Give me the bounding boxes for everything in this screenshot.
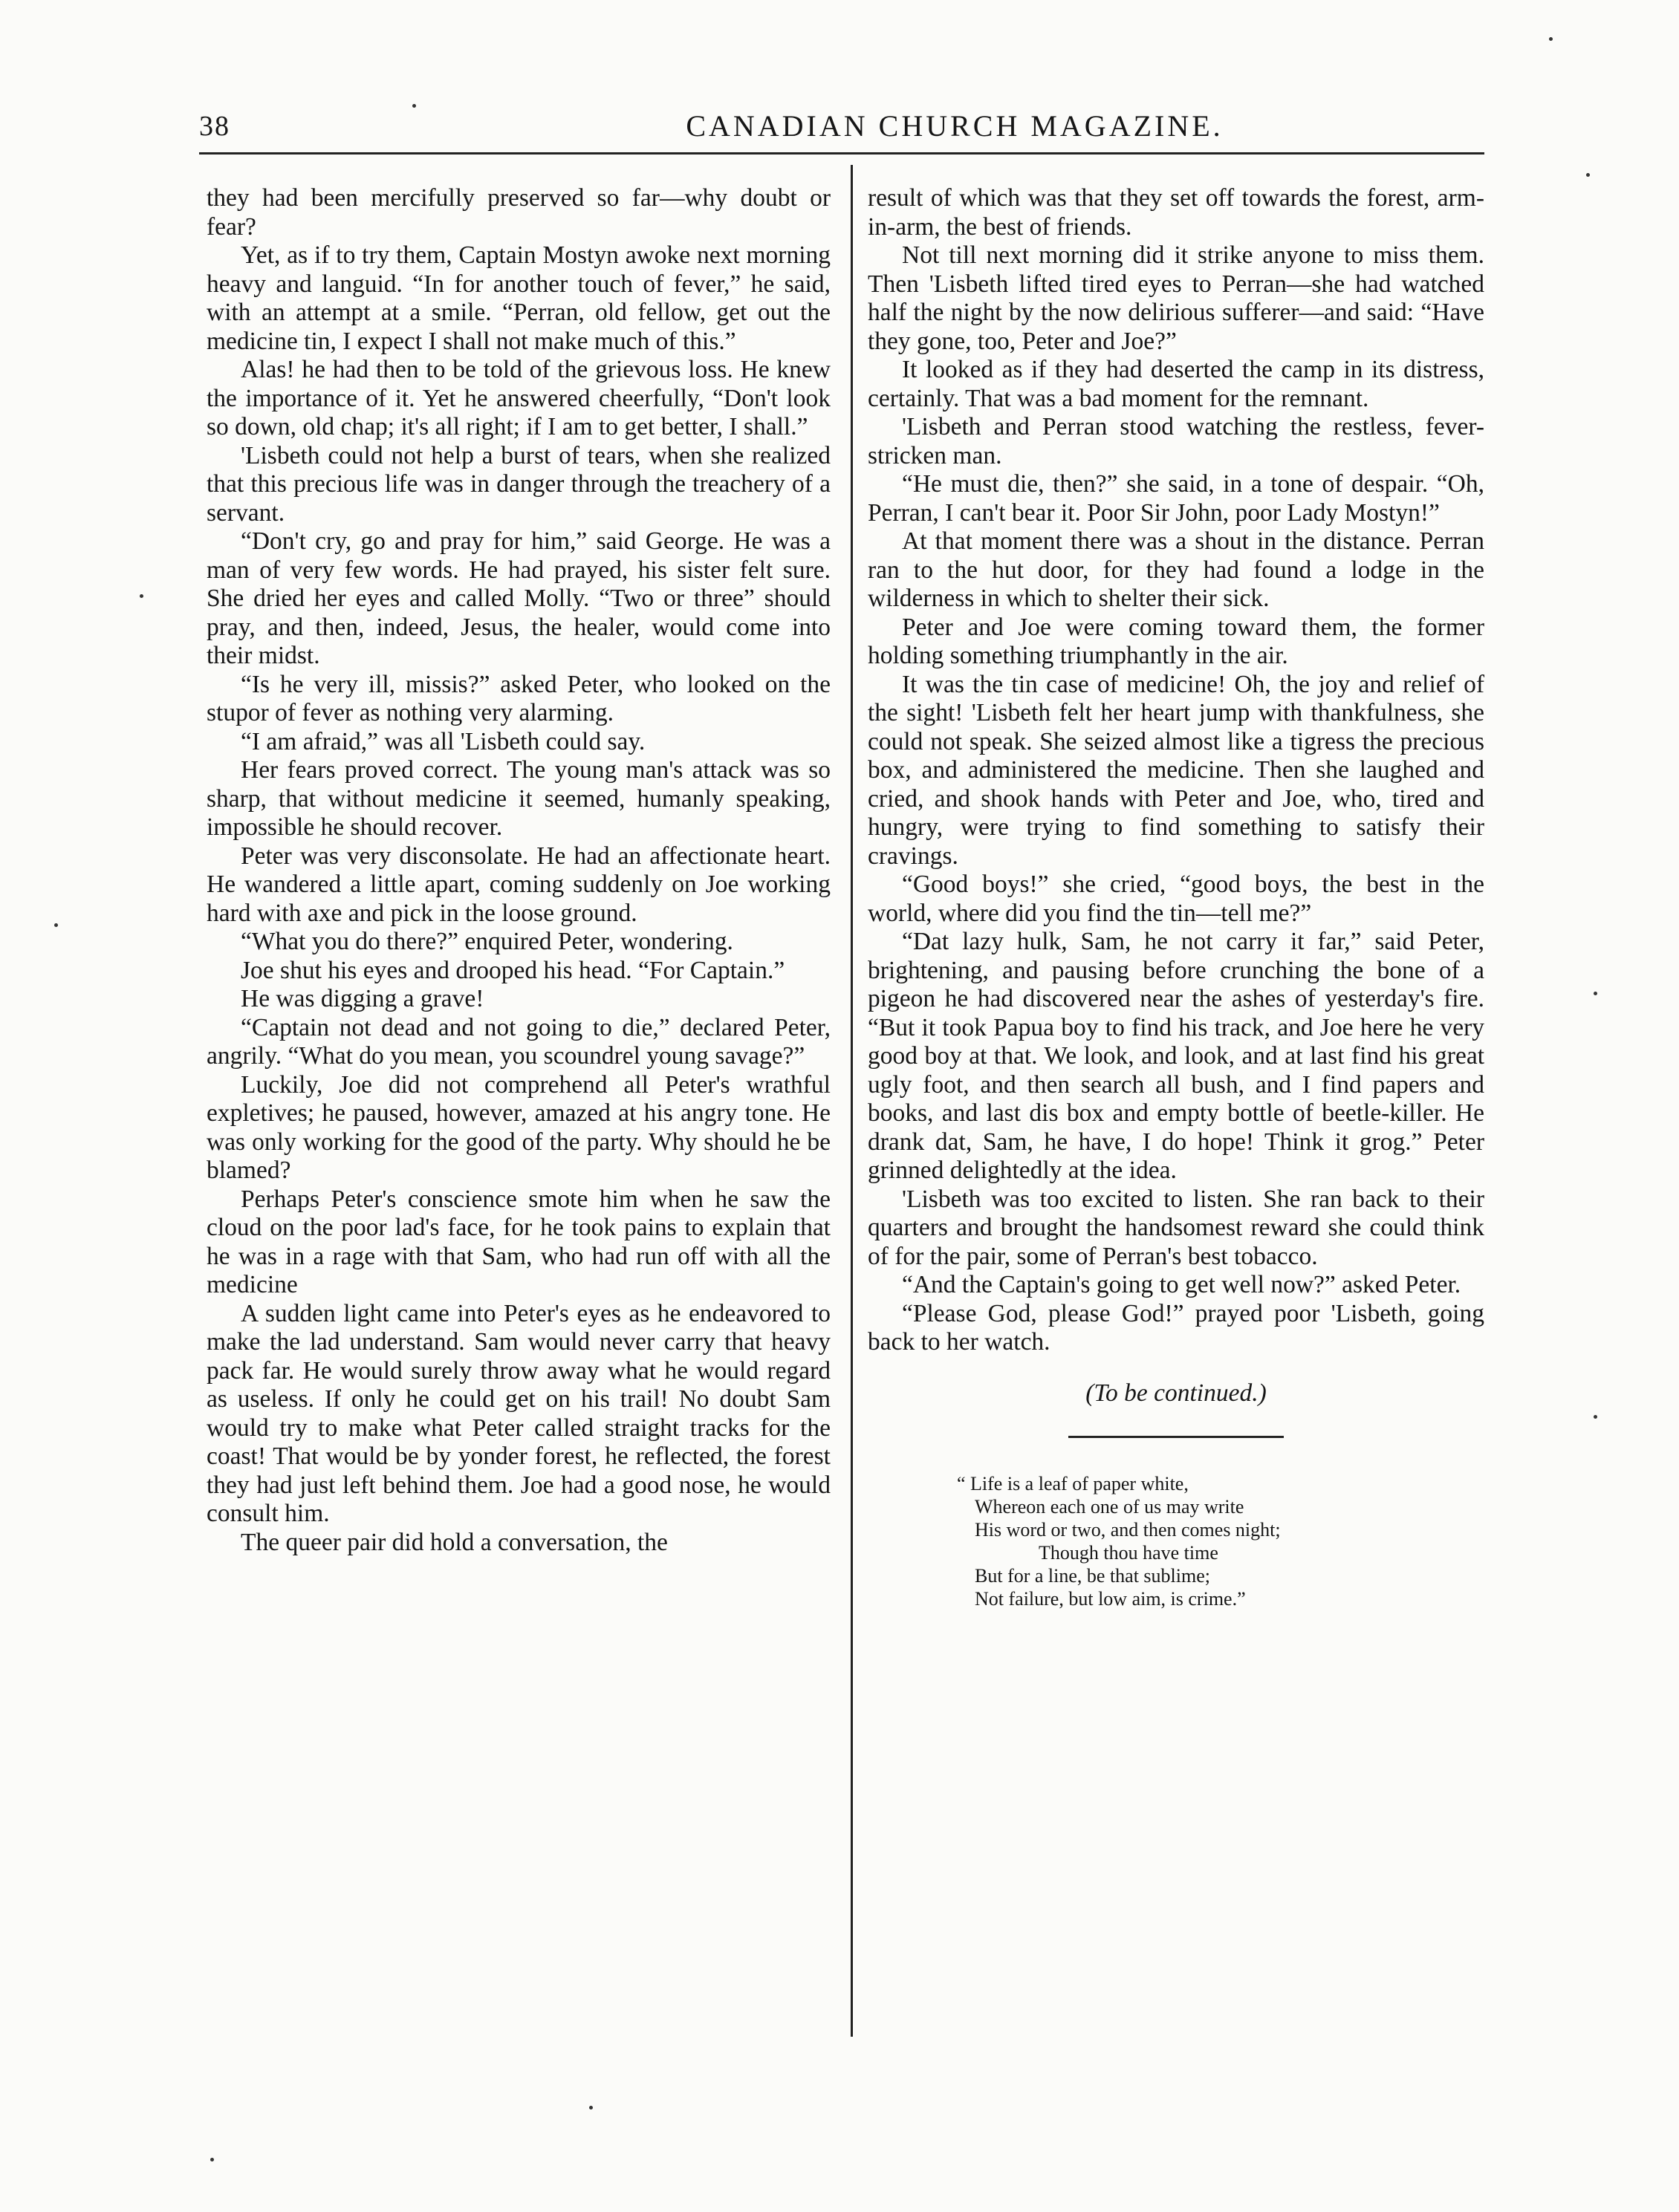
poem-quote bbox=[957, 1472, 1484, 1610]
paragraph: “I am afraid,” was all 'Lisbeth could say. bbox=[241, 727, 646, 755]
section-end-rule bbox=[1068, 1436, 1284, 1438]
paragraph: “And the Captain's going to get well now?” asked Peter. bbox=[902, 1271, 1461, 1298]
header-rule bbox=[199, 152, 1484, 154]
scan-speck bbox=[1549, 37, 1553, 41]
paragraph: It was the tin case of medicine! Oh, the joy and relief of the sight! 'Lisbeth felt her heart jump with thankfulness, she could not speak. She seized almost like a tigress the precious box, and administered the medicine. Then she laughed and cried, and shook hands with Peter and Joe, who, tired and hungry, were trying to find something to satisfy their cravings. bbox=[868, 670, 1484, 870]
paragraph: “Don't cry, go and pray for him,” said George. He was a man of very few words. He had prayed, his sister felt sure. She dried her eyes and called Molly. “Two or three” should pray, and then, indeed, Jesus, the healer, would come into their midst. bbox=[207, 527, 831, 669]
paragraph: Her fears proved correct. The young man's attack was so sharp, that without medicine it seemed, humanly speaking, impossible he should recover. bbox=[207, 756, 831, 841]
paragraph: A sudden light came into Peter's eyes as he endeavored to make the lad understand. Sam would never carry that heavy pack far. He would surely throw away what he would regard as useless. If only he could get on his trail! No doubt Sam would try to make what Peter called straight tracks for the coast! That would be by yonder forest, he reflected, the forest they had just left behind them. Joe had a good nose, he would consult him. bbox=[207, 1299, 831, 1527]
paragraph: Peter and Joe were coming toward them, the former holding something triumphantly in the air. bbox=[868, 613, 1484, 669]
paragraph: It looked as if they had deserted the camp in its distress, certainly. That was a bad moment for the remnant. bbox=[868, 356, 1484, 412]
scan-speck bbox=[589, 2106, 593, 2109]
paragraph: Alas! he had then to be told of the grievous loss. He knew the importance of it. Yet he answered cheerfully, “Don't look so down, old chap; it's all right; if I am to get better, I shall.” bbox=[207, 356, 831, 440]
paragraph: “Is he very ill, missis?” asked Peter, who looked on the stupor of fever as nothing very alarming. bbox=[207, 670, 831, 726]
paragraph: “Captain not dead and not going to die,” declared Peter, angrily. “What do you mean, you scoundrel young savage?” bbox=[207, 1013, 831, 1070]
poem-line: Whereon each one of us may write bbox=[975, 1496, 1244, 1518]
scan-speck bbox=[1586, 173, 1590, 177]
paragraph: Yet, as if to try them, Captain Mostyn awoke next morning heavy and languid. “In for another touch of fever,” he said, with an attempt at a smile. “Perran, old fellow, get out the medicine tin, I expect I shall not make much of this.” bbox=[207, 241, 831, 355]
scan-speck bbox=[1594, 992, 1597, 995]
scan-speck bbox=[1594, 1415, 1597, 1419]
paragraph: “Dat lazy hulk, Sam, he not carry it far,” said Peter, brightening, and pausing before crunching the bone of a pigeon he had discovered near the ashes of yesterday's fire. “But it took Papua boy to find his track, and Joe here he very good boy at that. We look, and look, and at last find his great ugly foot, and then search all bush, and I find papers and books, and last dis box and empty bottle of beetle-killer. He drank dat, Sam, he have, I do hope! Think it grog.” Peter grinned delightedly at the idea. bbox=[868, 928, 1484, 1184]
paragraph: they had been mercifully preserved so far—why doubt or fear? bbox=[207, 184, 831, 241]
paragraph: Luckily, Joe did not comprehend all Peter's wrathful expletives; he paused, however, amazed at his angry tone. He was only working for the good of the party. Why should he be blamed? bbox=[207, 1070, 831, 1184]
paragraph: At that moment there was a shout in the distance. Perran ran to the hut door, for they had found a lodge in the wilderness in which to shelter their sick. bbox=[868, 527, 1484, 612]
paragraph: result of which was that they set off towards the forest, arm-in-arm, the best of friends. bbox=[868, 184, 1484, 241]
poem-line: Though thou have time bbox=[1039, 1542, 1218, 1564]
paragraph: Not till next morning did it strike anyone to miss them. Then 'Lisbeth lifted tired eyes to Perran—she had watched half the night by the now delirious sufferer—and said: “Have they gone, too, Peter and Joe?” bbox=[868, 241, 1484, 355]
poem-line: His word or two, and then comes night; bbox=[975, 1519, 1281, 1541]
right-column bbox=[868, 184, 1484, 1610]
left-column bbox=[207, 184, 831, 1557]
paragraph: 'Lisbeth could not help a burst of tears, when she realized that this precious life was in danger through the treachery of a servant. bbox=[207, 441, 831, 527]
poem-line: “ Life is a leaf of paper white, bbox=[957, 1473, 1189, 1494]
page-number: 38 bbox=[199, 111, 230, 142]
paragraph: Perhaps Peter's conscience smote him when he saw the cloud on the poor lad's face, for he took pains to explain that he was in a rage with that Sam, who had run off with all the medicine bbox=[207, 1185, 831, 1298]
to-be-continued-note: (To be continued.) bbox=[1085, 1379, 1267, 1407]
paragraph: “Good boys!” she cried, “good boys, the best in the world, where did you find the tin—tell me?” bbox=[868, 871, 1484, 927]
paragraph: 'Lisbeth was too excited to listen. She ran back to their quarters and brought the handsomest reward she could think of for the pair, some of Perran's best tobacco. bbox=[868, 1185, 1484, 1270]
paragraph: “Please God, please God!” prayed poor 'Lisbeth, going back to her watch. bbox=[868, 1299, 1484, 1356]
paragraph: The queer pair did hold a conversation, the bbox=[241, 1528, 668, 1556]
poem-line: Not failure, but low aim, is crime.” bbox=[975, 1588, 1246, 1610]
scan-speck bbox=[54, 923, 58, 927]
magazine-title: CANADIAN CHURCH MAGAZINE. bbox=[686, 109, 1224, 143]
scan-speck bbox=[140, 594, 143, 598]
paragraph: Peter was very disconsolate. He had an affectionate heart. He wandered a little apart, coming suddenly on Joe working hard with axe and pick in the loose ground. bbox=[207, 842, 831, 927]
paragraph: “He must die, then?” she said, in a tone of despair. “Oh, Perran, I can't bear it. Poor Sir John, poor Lady Mostyn!” bbox=[868, 470, 1484, 527]
paragraph: He was digging a grave! bbox=[241, 985, 484, 1012]
paragraph: Joe shut his eyes and drooped his head. “For Captain.” bbox=[241, 956, 785, 984]
scan-speck bbox=[210, 2158, 214, 2161]
scan-speck bbox=[412, 104, 416, 108]
poem-line: But for a line, be that sublime; bbox=[975, 1565, 1210, 1587]
column-divider bbox=[851, 165, 853, 2037]
paragraph: “What you do there?” enquired Peter, wondering. bbox=[241, 928, 733, 955]
paragraph: 'Lisbeth and Perran stood watching the restless, fever-stricken man. bbox=[868, 413, 1484, 469]
